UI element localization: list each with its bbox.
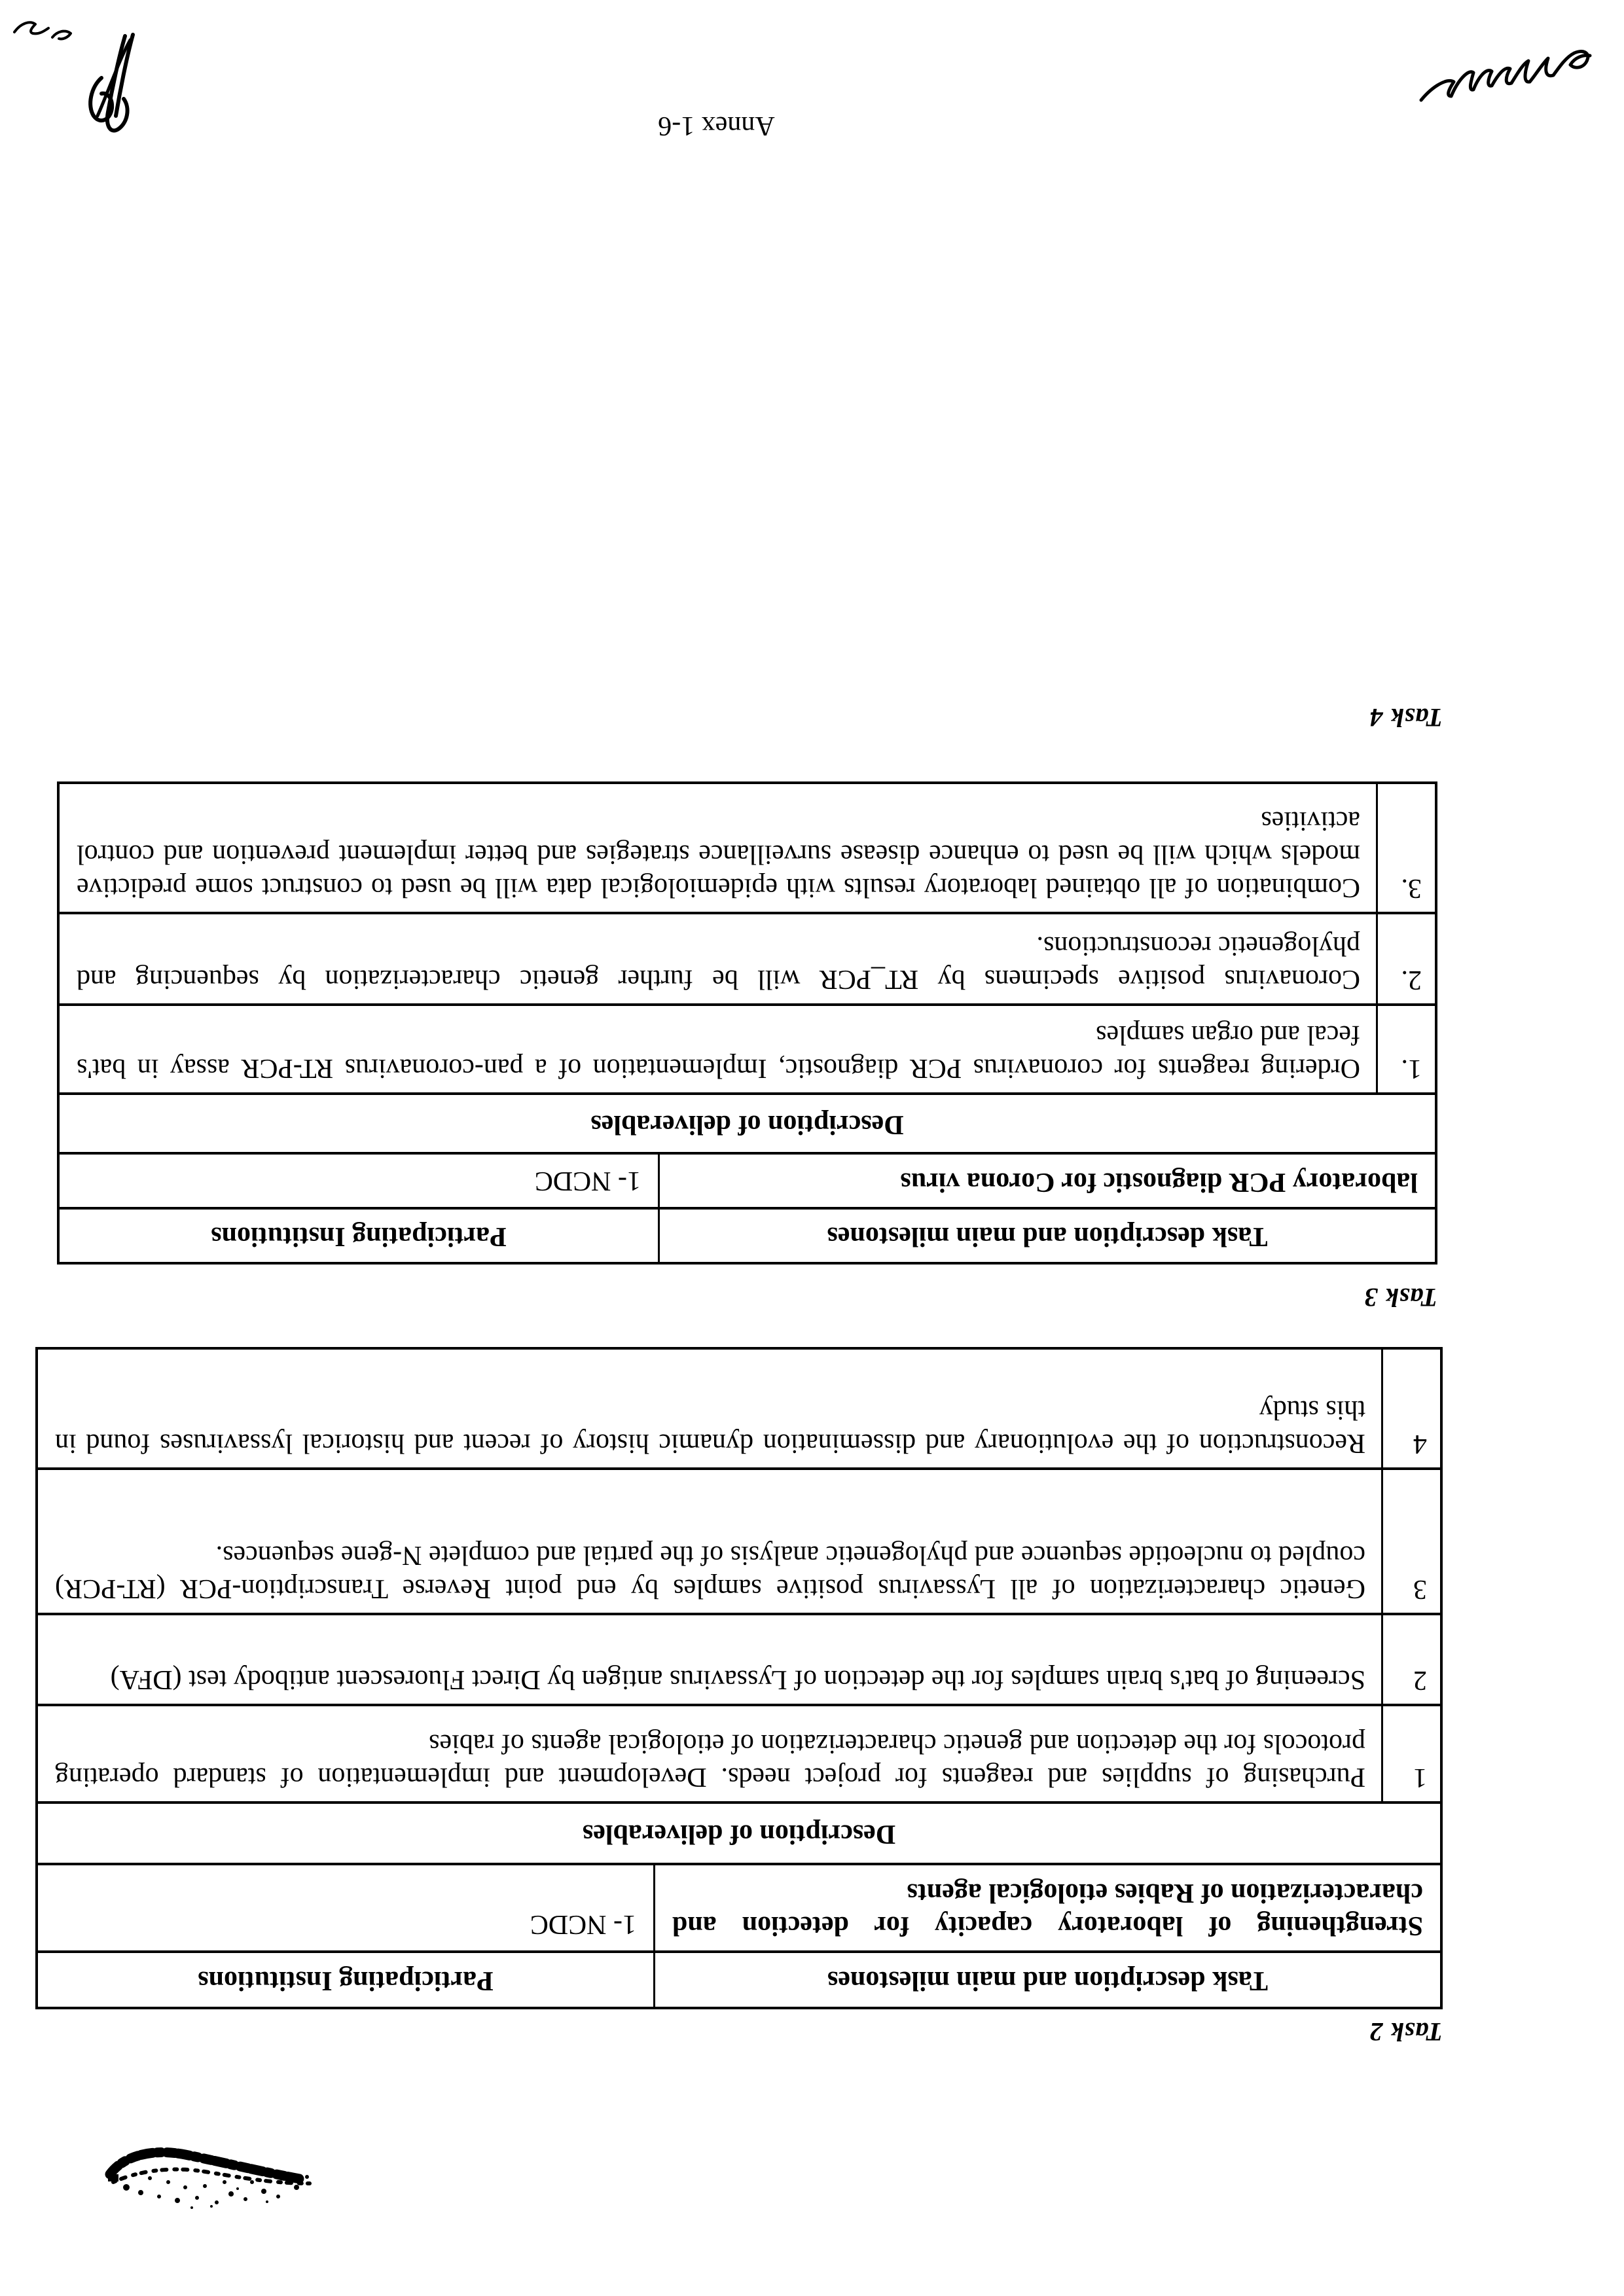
deliverable-number: 4 — [1381, 1350, 1440, 1467]
deliverable-text: Coronavirus positive specimens by RT_PCR will be further genetic characterization by sequencing and phylogenetic reconstructions. — [77, 931, 1360, 995]
signature-scribble — [1415, 23, 1611, 111]
col-header-task-description: Task description and main milestones — [827, 1221, 1268, 1251]
deliverable-row — [60, 784, 1435, 914]
task2-table — [35, 1347, 1443, 2009]
deliverable-row — [38, 1615, 1440, 1706]
deliverables-header-cell: Description of deliverables — [590, 1109, 904, 1139]
deliverable-number: 3 — [1381, 1470, 1440, 1613]
deliverable-text: Purchasing of supplies and reagents for project needs. Development and implementation of standard operating protocols for the detection and genetic characterization of etiological agents of rabies — [55, 1728, 1365, 1792]
signature-initials — [82, 29, 154, 137]
deliverable-row — [60, 1006, 1435, 1095]
deliverable-text: Combination of all obtained laboratory results with epidemiological data will be used to construct some predictive models which will be used to enhance disease surveillance strategies and better implement prevention and control activities — [77, 805, 1360, 903]
deliverable-text: Ordering reagents for coronavirus PCR diagnostic, Implementation of a pan-coronavirus RT-PCR assay in bat's fecal and organ samples — [77, 1020, 1360, 1084]
task3-table — [57, 781, 1437, 1265]
task3-description-cell: laboratory PCR diagnostic for Corona virus — [900, 1167, 1418, 1197]
deliverable-number: 1. — [1376, 1006, 1435, 1092]
page-footer: Annex 1-6 — [658, 111, 775, 141]
deliverable-row — [38, 1706, 1440, 1804]
deliverable-number: 2. — [1376, 914, 1435, 1003]
task4-heading: Task 4 — [1369, 703, 1443, 732]
task2-milestone-row — [38, 1865, 1440, 1953]
deliverables-header-cell: Description of deliverables — [582, 1818, 896, 1849]
deliverable-row — [38, 1350, 1440, 1470]
deliverable-number: 3. — [1376, 784, 1435, 912]
task3-milestone-row — [60, 1155, 1435, 1210]
task3-header-row — [60, 1210, 1435, 1262]
col-header-participating-institutions: Participating Institutions — [38, 1953, 655, 2007]
task3-deliverables-header-row — [60, 1095, 1435, 1155]
deliverable-number: 1 — [1381, 1706, 1440, 1801]
ink-stamp — [100, 2140, 323, 2209]
task2-deliverables-header-row — [38, 1804, 1440, 1865]
task2-description-cell: Strengthening of laboratory capacity for detection and characterization of Rabies etiological agents — [672, 1878, 1423, 1941]
pen-flourish — [10, 15, 79, 51]
col-header-task-description: Task description and main milestones — [827, 1965, 1268, 1996]
deliverable-row — [38, 1470, 1440, 1615]
task2-heading: Task 2 — [1369, 2017, 1443, 2047]
deliverable-text: Genetic characterization of all Lyssavirus positive samples by end point Reverse Transcription-PCR (RT-PCR) coupled to nucleotide sequence and phylogenetic analysis of the partial and complete N-gene sequences. — [55, 1539, 1365, 1604]
col-header-participating-institutions: Participating Institutions — [60, 1210, 660, 1262]
task3-heading: Task 3 — [1363, 1283, 1437, 1312]
deliverable-number: 2 — [1381, 1615, 1440, 1704]
task2-institutions-cell: 1- NCDC — [38, 1865, 655, 1950]
deliverable-text: Reconstruction of the evolutionary and dissemination dynamic history of recent and historical lyssaviruses found in this study — [55, 1394, 1365, 1458]
deliverable-text: Screening of bat's brain samples for the detection of Lyssavirus antigen by Direct Fluorescent antibody test (DFA) — [110, 1664, 1365, 1695]
task3-institutions-cell: 1- NCDC — [60, 1155, 660, 1207]
deliverable-row — [60, 914, 1435, 1006]
task2-header-row — [38, 1953, 1440, 2007]
